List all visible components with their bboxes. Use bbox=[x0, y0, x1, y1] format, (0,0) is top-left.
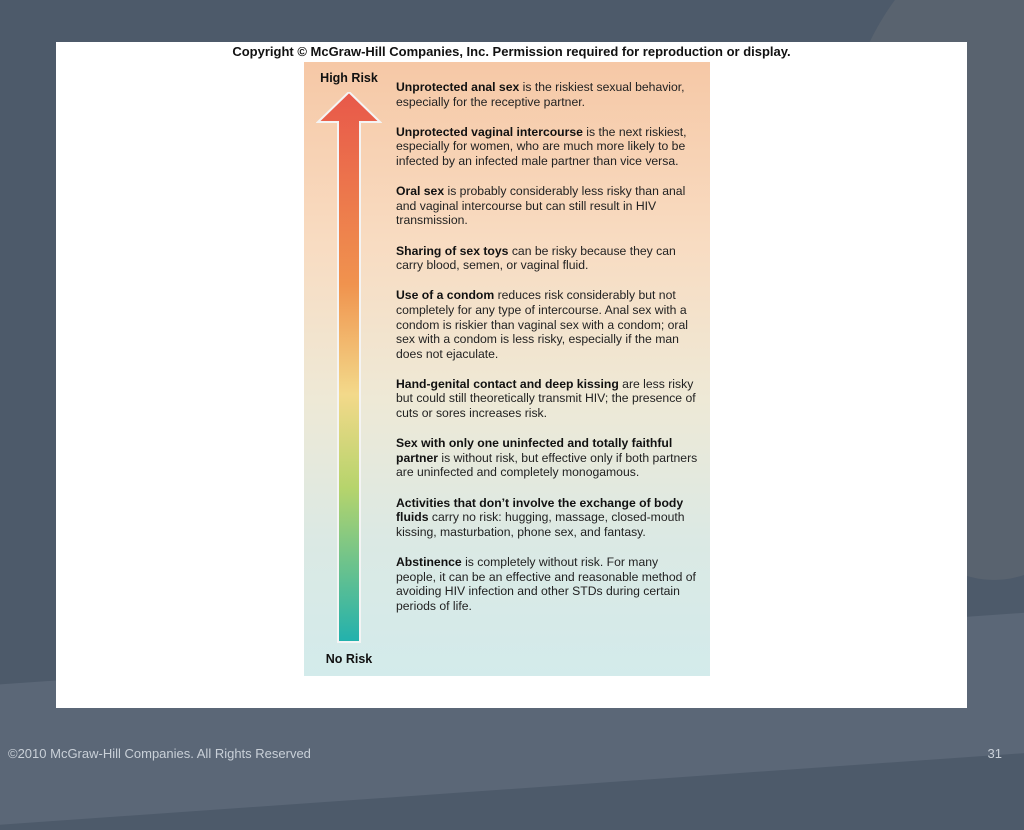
no-risk-label: No Risk bbox=[325, 652, 373, 666]
risk-behavior-list bbox=[396, 80, 701, 629]
risk-item-title: Use of a condom bbox=[396, 288, 495, 303]
risk-item bbox=[396, 288, 701, 361]
risk-item-description: can be risky because they can carry blood, semen, or vaginal fluid. bbox=[396, 243, 676, 273]
risk-item-description: is the next riskiest, especially for women, who are much more likely to be infected by an infected male partner than vice versa. bbox=[396, 124, 687, 168]
risk-item-description: is the riskiest sexual behavior, especially for the receptive partner. bbox=[396, 80, 685, 109]
risk-item-description: are less risky but could still theoretically transmit HIV; the presence of cuts or sores increases risk. bbox=[396, 376, 696, 421]
footer-copyright: ©2010 McGraw-Hill Companies. All Rights Reserved bbox=[8, 746, 311, 761]
high-risk-label: High Risk bbox=[320, 71, 378, 85]
risk-item-title: Sex with only one uninfected and totally faithful partner bbox=[396, 436, 673, 465]
slide-content bbox=[56, 42, 967, 708]
risk-item bbox=[396, 80, 701, 109]
risk-item bbox=[396, 377, 701, 421]
copyright-notice: Copyright © McGraw-Hill Companies, Inc. Permission required for reproduction or display. bbox=[232, 44, 791, 59]
risk-item-description: carry no risk: hugging, massage, closed-mouth kissing, masturbation, phone sex, and fantasy. bbox=[396, 510, 685, 539]
risk-item bbox=[396, 244, 701, 273]
risk-item bbox=[396, 496, 701, 540]
risk-item bbox=[396, 555, 701, 613]
risk-item-title: Activities that don’t involve the exchange of body fluids bbox=[396, 495, 684, 525]
risk-item bbox=[396, 436, 701, 480]
risk-item bbox=[396, 184, 701, 228]
risk-item-description: is without risk, but effective only if both partners are uninfected and completely monogamous. bbox=[396, 450, 698, 480]
risk-figure bbox=[304, 62, 710, 676]
risk-item-title: Hand-genital contact and deep kissing bbox=[396, 376, 619, 391]
arrow-shape bbox=[318, 92, 380, 642]
risk-item-description: is completely without risk. For many people, it can be an effective and reasonable method of avoiding HIV infection and other STDs during certain periods of life. bbox=[396, 555, 696, 613]
risk-item-title: Unprotected vaginal intercourse bbox=[396, 124, 583, 139]
risk-item bbox=[396, 125, 701, 169]
risk-item-description: reduces risk considerably but not completely for any type of intercourse. Anal sex with a condom is riskier than vaginal sex with a condom; oral sex with a condom is less risky, especially if the man does not ejaculate. bbox=[396, 288, 688, 361]
risk-item-title: Sharing of sex toys bbox=[396, 243, 509, 258]
risk-item-title: Abstinence bbox=[396, 555, 462, 569]
risk-item-title: Unprotected anal sex bbox=[396, 80, 520, 94]
risk-item-title: Oral sex bbox=[396, 184, 445, 199]
risk-gradient-arrow bbox=[316, 92, 382, 648]
risk-item-description: is probably considerably less risky than anal and vaginal intercourse but can still result in HIV transmission. bbox=[396, 184, 686, 228]
page-number: 31 bbox=[987, 746, 1002, 761]
